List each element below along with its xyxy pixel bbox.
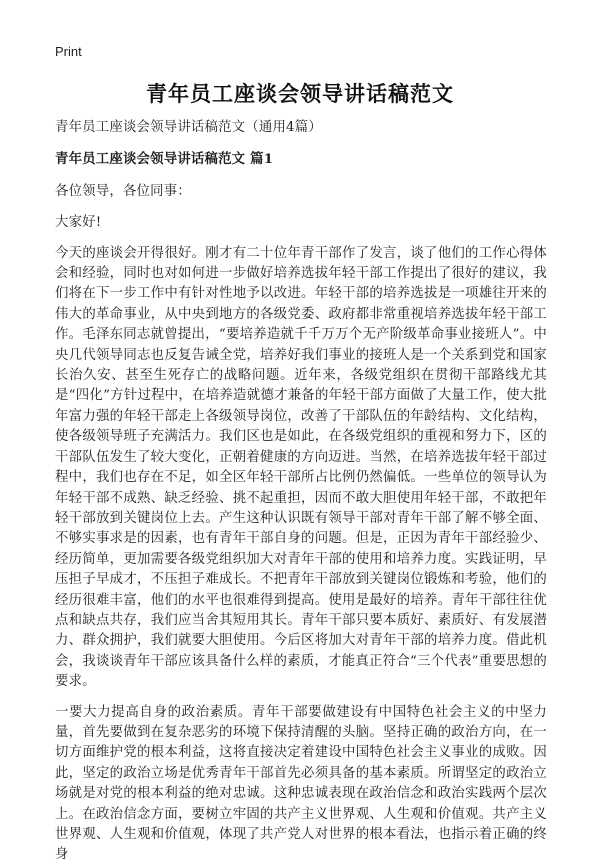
greeting-line: 各位领导，各位同事： (55, 183, 191, 199)
document-body (55, 118, 547, 866)
document-subtitle: 青年员工座谈会领导讲话稿范文（通用4篇） (55, 120, 322, 135)
greeting-hello: 大家好! (55, 215, 102, 231)
print-link[interactable]: Print (55, 44, 82, 59)
body-paragraph-2: 一要大力提高自身的政治素质。青年干部要做建设有中国特色社会主义的中坚力量，首先要做到在复杂恶劣的环境下保持清醒的头脑。坚持正确的政治方向，在一切方面维护党的根本利益，这将直接决定着建设中国特色社会主义事业的成败。因此，坚定的政治立场是优秀青年干部首先必须具备的基本素质。所谓坚定的政治立场就是对党的根本利益的绝对忠诚。这种忠诚表现在政治信念和政治实践两个层次上。在政治信念方面，要树立牢固的共产主义世界观、人生观和价值观。共产主义世界观、人生观和价值观，体现了共产党人对世界的根本看法，也指示着正确的终身 (55, 704, 547, 863)
section-heading: 青年员工座谈会领导讲话稿范文 篇1 (55, 151, 274, 168)
document-title: 青年员工座谈会领导讲话稿范文 (146, 81, 454, 106)
body-paragraph-1: 今天的座谈会开得很好。刚才有二十位年青干部作了发言，谈了他们的工作心得体会和经验，同时也对如何进一步做好培养选拔年轻干部工作提出了很好的建议，我们将在下一步工作中有针对性地予以改进。年轻干部的培养选拔是一项雄往开来的伟大的革命事业，从中央到地方的各级党委、政府都非常重视培养选拔年轻干部工作。毛泽东同志就曾提出，“要培养造就千千万万个无产阶级革命事业接班人”。中央几代领导同志也反复告诫全党，培养好我们事业的接班人是一个关系到党和国家长治久安、甚至生死存亡的战略问题。近年来，各级党组织在贯彻干部路线尤其是“四化”方针过程中，在培养造就德才兼备的年轻干部方面做了大量工作，使大批年富力强的年轻干部走上各级领导岗位，改善了干部队伍的年龄结构、文化结构，使各级领导班子充满活力。我们区也是如此，在各级党组织的重视和努力下，区的干部队伍发生了较大变化，正朝着健康的方向迈进。当然，在培养选拔年轻干部过程中，我们也存在不足，如全区年轻干部所占比例仍然偏低。一些单位的领导认为年轻干部不成熟、缺乏经验、挑不起重担，因而不敢大胆使用年轻干部，不敢把年轻干部放到关键岗位上去。产生这种认识既有领导干部对青年干部了解不够全面、不够实事求是的因素，也有青年干部自身的问题。但是，正因为青年干部经验少、经历简单，更加需要各级党组织加大对青年干部的使用和培养力度。实践证明，早压担子早成才，不压担子难成长。不把青年干部放到关键岗位锻炼和考验，他们的经历很难丰富，他们的水平也很难得到提高。使用是最好的培养。青年干部往往优点和缺点共存，我们应当舍其短用其长。青年干部只要本质好、素质好、有发展潜力、群众拥护，我们就要大胆使用。今后区将加大对青年干部的培养力度。借此机会，我谈谈青年干部应该具备什么样的素质，才能真正符合“三个代表”重要思想的要求。 (55, 245, 547, 690)
